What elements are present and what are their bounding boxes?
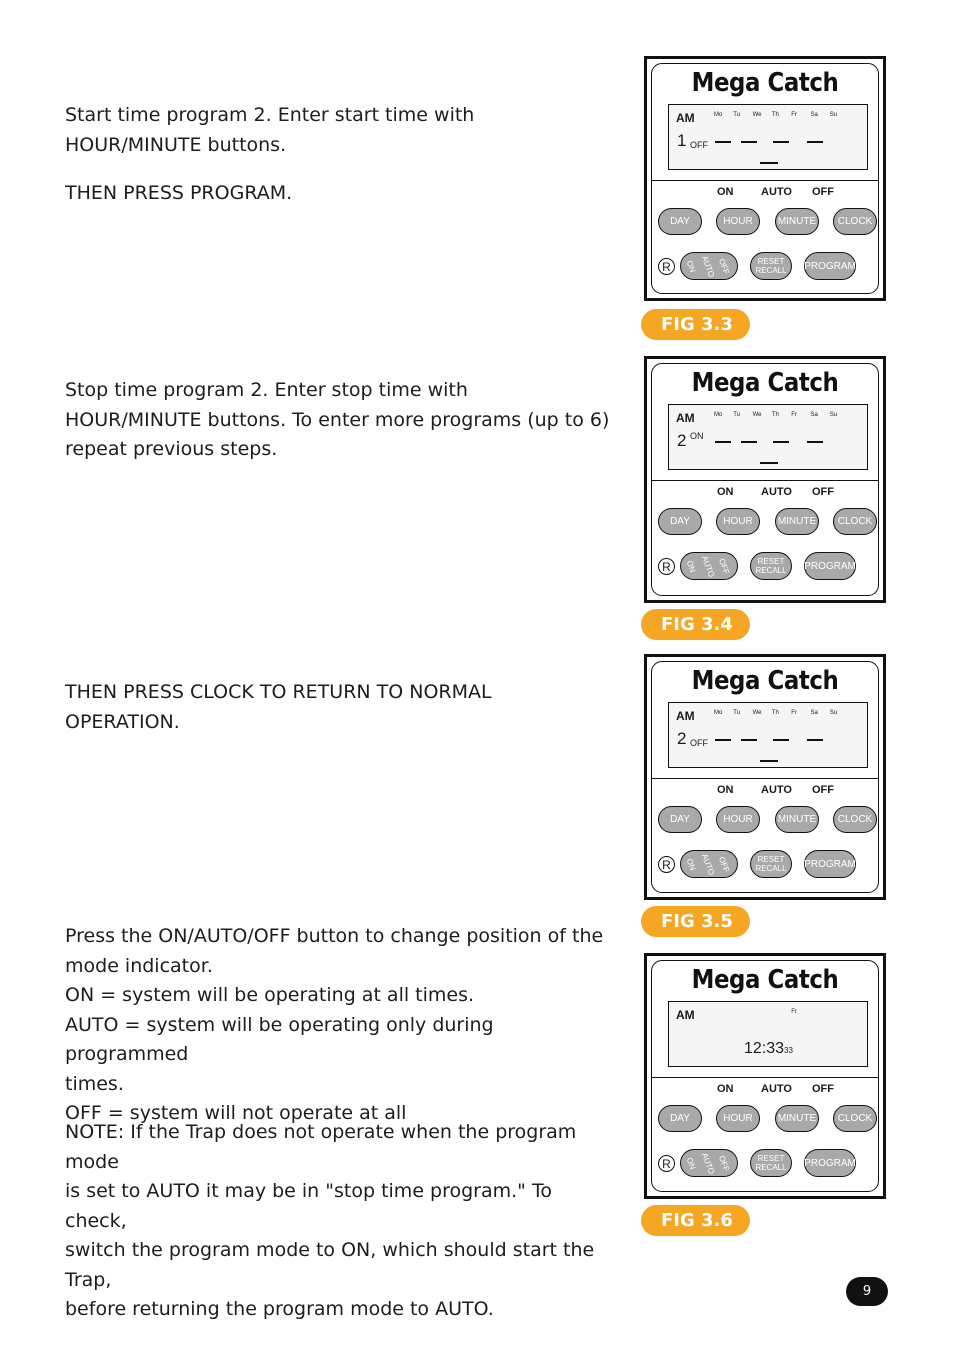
mode-switch-button[interactable]: [680, 252, 738, 280]
day-indicator: Sa: [810, 112, 818, 118]
program-button[interactable]: PROGRAM: [804, 552, 856, 580]
mode-label-off: OFF: [812, 1083, 834, 1095]
day-indicator: Mo: [714, 412, 723, 418]
day-indicator: Fr: [791, 112, 797, 118]
lcd-digit-segment: [715, 141, 731, 143]
day-indicator: Sa: [810, 710, 818, 716]
lcd-display: [668, 702, 868, 768]
figure-3-5-label: FIG 3.5: [641, 906, 750, 937]
device-face: [651, 63, 879, 294]
divider: [652, 778, 878, 779]
device-face: [651, 363, 879, 596]
hour-button[interactable]: HOUR: [716, 1105, 760, 1132]
day-row: [714, 412, 849, 418]
day-indicator: We: [752, 112, 762, 118]
program-state: OFF: [690, 140, 708, 150]
reset-recall-button[interactable]: [750, 552, 792, 580]
switch-label-on: ON: [684, 1156, 698, 1171]
switch-label-auto: AUTO: [700, 254, 717, 279]
day-button[interactable]: DAY: [658, 806, 702, 833]
lcd-digit-segment: [807, 141, 823, 143]
mode-label-auto: AUTO: [761, 784, 792, 796]
text-line: times.: [65, 1072, 124, 1095]
mode-label-on: ON: [717, 186, 734, 198]
am-indicator: AM: [676, 1008, 695, 1022]
clock-button[interactable]: CLOCK: [833, 508, 877, 535]
figure-3-6-label: FIG 3.6: [641, 1205, 750, 1236]
note: [65, 1118, 610, 1325]
registered-mark: R: [658, 856, 675, 873]
switch-label-auto: AUTO: [700, 852, 717, 877]
lcd-cursor: [760, 162, 778, 164]
switch-label-off: OFF: [717, 855, 731, 874]
day-indicator: Tu: [733, 710, 741, 716]
program-button[interactable]: PROGRAM: [804, 252, 856, 280]
switch-label-off: OFF: [717, 1154, 731, 1173]
mode-label-off: OFF: [812, 784, 834, 796]
recall-label: RECALL: [755, 864, 787, 873]
lcd-digit-segment: [807, 441, 823, 443]
am-indicator: AM: [676, 709, 695, 723]
text-line: AUTO = system will be operating only during programmed: [65, 1013, 494, 1065]
text-line: switch the program mode to ON, which should start the Trap,: [65, 1239, 595, 1291]
lcd-digit-segment: [741, 441, 757, 443]
am-indicator: AM: [676, 111, 695, 125]
day-indicator: Tu: [733, 412, 741, 418]
day-indicator: Th: [771, 710, 779, 716]
day-button[interactable]: DAY: [658, 508, 702, 535]
mode-switch-button[interactable]: [680, 1149, 738, 1177]
hour-button[interactable]: HOUR: [716, 208, 760, 235]
figure-3-3-label: FIG 3.3: [641, 309, 750, 340]
program-button[interactable]: PROGRAM: [804, 850, 856, 878]
switch-label-off: OFF: [717, 257, 731, 276]
text-line: NOTE: If the Trap does not operate when the program mode: [65, 1121, 577, 1173]
lcd-digit-segment: [807, 739, 823, 741]
mode-label-auto: AUTO: [761, 186, 792, 198]
clock-button[interactable]: CLOCK: [833, 1105, 877, 1132]
clock-button[interactable]: CLOCK: [833, 806, 877, 833]
switch-label-on: ON: [684, 559, 698, 574]
lcd-digit-segment: [773, 441, 789, 443]
lcd-display: [668, 1001, 868, 1067]
clock-button[interactable]: CLOCK: [833, 208, 877, 235]
mode-switch-button[interactable]: [680, 850, 738, 878]
divider: [652, 1077, 878, 1078]
text-line: THEN PRESS CLOCK TO RETURN TO NORMAL OPERATION.: [65, 681, 492, 733]
program-number: 1: [677, 131, 687, 150]
figure-3-3-panel: [644, 56, 886, 301]
day-indicator: Su: [829, 112, 838, 118]
day-indicator: Su: [829, 710, 838, 716]
lcd-digit-segment: [773, 141, 789, 143]
mode-label-off: OFF: [812, 186, 834, 198]
day-indicator: Su: [829, 412, 838, 418]
brand-title: Mega Catch: [691, 965, 839, 995]
divider: [652, 480, 878, 481]
program-button[interactable]: PROGRAM: [804, 1149, 856, 1177]
mode-label-on: ON: [717, 486, 734, 498]
figure-3-4-label: FIG 3.4: [641, 609, 750, 640]
mode-label-on: ON: [717, 784, 734, 796]
text-line: before returning the program mode to AUTO.: [65, 1298, 494, 1320]
day-indicator: Fr: [791, 412, 797, 418]
day-indicator: Th: [771, 112, 779, 118]
day-indicator: We: [752, 412, 762, 418]
lcd-cursor: [760, 462, 778, 464]
page-number: 9: [846, 1277, 888, 1306]
instruction-step-4: [65, 922, 610, 1129]
text-line: is set to AUTO it may be in "stop time program." To check,: [65, 1180, 552, 1232]
program-number: 2: [677, 729, 687, 748]
minute-button[interactable]: MINUTE: [775, 208, 819, 235]
switch-label-off: OFF: [717, 557, 731, 576]
day-indicator: Mo: [714, 710, 723, 716]
mode-label-off: OFF: [812, 486, 834, 498]
reset-label: RESET: [757, 855, 785, 864]
recall-label: RECALL: [755, 1163, 787, 1172]
instruction-step-3: [65, 678, 610, 737]
device-face: [651, 661, 879, 893]
reset-label: RESET: [757, 257, 785, 266]
text-line: mode indicator.: [65, 954, 213, 977]
day-row: [714, 112, 849, 118]
minute-button[interactable]: MINUTE: [775, 508, 819, 535]
text-line: THEN PRESS PROGRAM.: [65, 182, 293, 204]
recall-label: RECALL: [755, 566, 787, 575]
text-line: HOUR/MINUTE buttons. To enter more programs (up to 6): [65, 408, 610, 431]
lcd-digit-segment: [741, 739, 757, 741]
figure-3-5-panel: [644, 654, 886, 900]
brand-title: Mega Catch: [691, 666, 839, 696]
day-indicator: Th: [771, 412, 779, 418]
instruction-step-1: [65, 101, 610, 209]
lcd-display: [668, 404, 868, 470]
day-button[interactable]: DAY: [658, 1105, 702, 1132]
day-indicator: Sa: [810, 412, 818, 418]
clock-time: 12:33: [744, 1040, 785, 1057]
clock-seconds: 33: [784, 1046, 793, 1055]
brand-title: Mega Catch: [691, 368, 839, 398]
text-line: HOUR/MINUTE buttons.: [65, 133, 287, 156]
figure-3-6-panel: [644, 953, 886, 1199]
text-line: Start time program 2. Enter start time with: [65, 104, 475, 126]
lcd-digit-segment: [715, 739, 731, 741]
day-button[interactable]: DAY: [658, 208, 702, 235]
minute-button[interactable]: MINUTE: [775, 1105, 819, 1132]
text-line: Press the ON/AUTO/OFF button to change position of the: [65, 925, 604, 947]
text-line: repeat previous steps.: [65, 438, 278, 460]
device-face: [651, 960, 879, 1192]
lcd-digit-segment: [715, 441, 731, 443]
switch-label-auto: AUTO: [700, 1151, 717, 1176]
day-indicator: Fr: [791, 1009, 797, 1015]
registered-mark: R: [658, 1155, 675, 1172]
lcd-cursor: [760, 760, 778, 762]
registered-mark: R: [658, 258, 675, 275]
figure-3-4-panel: [644, 356, 886, 603]
day-indicator: Mo: [714, 112, 723, 118]
reset-recall-button[interactable]: [750, 252, 792, 280]
reset-label: RESET: [757, 557, 785, 566]
mode-label-auto: AUTO: [761, 1083, 792, 1095]
day-row: [714, 1009, 810, 1015]
hour-button[interactable]: HOUR: [716, 806, 760, 833]
text-line: OFF = system will not operate at all: [65, 1102, 407, 1124]
brand-title: Mega Catch: [691, 68, 839, 98]
reset-label: RESET: [757, 1154, 785, 1163]
mode-label-auto: AUTO: [761, 486, 792, 498]
minute-button[interactable]: MINUTE: [775, 806, 819, 833]
reset-recall-button[interactable]: [750, 1149, 792, 1177]
am-indicator: AM: [676, 411, 695, 425]
instruction-step-2: [65, 376, 610, 465]
reset-recall-button[interactable]: [750, 850, 792, 878]
program-state: OFF: [690, 738, 708, 748]
recall-label: RECALL: [755, 266, 787, 275]
hour-button[interactable]: HOUR: [716, 508, 760, 535]
switch-label-auto: AUTO: [700, 554, 717, 579]
lcd-display: [668, 104, 868, 170]
day-indicator: We: [752, 710, 762, 716]
mode-label-on: ON: [717, 1083, 734, 1095]
lcd-digit-segment: [741, 141, 757, 143]
mode-switch-button[interactable]: [680, 552, 738, 580]
divider: [652, 180, 878, 181]
program-number: 2: [677, 431, 687, 450]
text-line: ON = system will be operating at all times.: [65, 984, 475, 1006]
switch-label-on: ON: [684, 857, 698, 872]
program-state: ON: [690, 431, 704, 441]
day-indicator: Tu: [733, 112, 741, 118]
lcd-digit-segment: [773, 739, 789, 741]
text-line: Stop time program 2. Enter stop time with: [65, 379, 468, 401]
day-row: [714, 710, 849, 716]
day-indicator: Fr: [791, 710, 797, 716]
clock-readout: [744, 1040, 793, 1058]
switch-label-on: ON: [684, 259, 698, 274]
registered-mark: R: [658, 558, 675, 575]
